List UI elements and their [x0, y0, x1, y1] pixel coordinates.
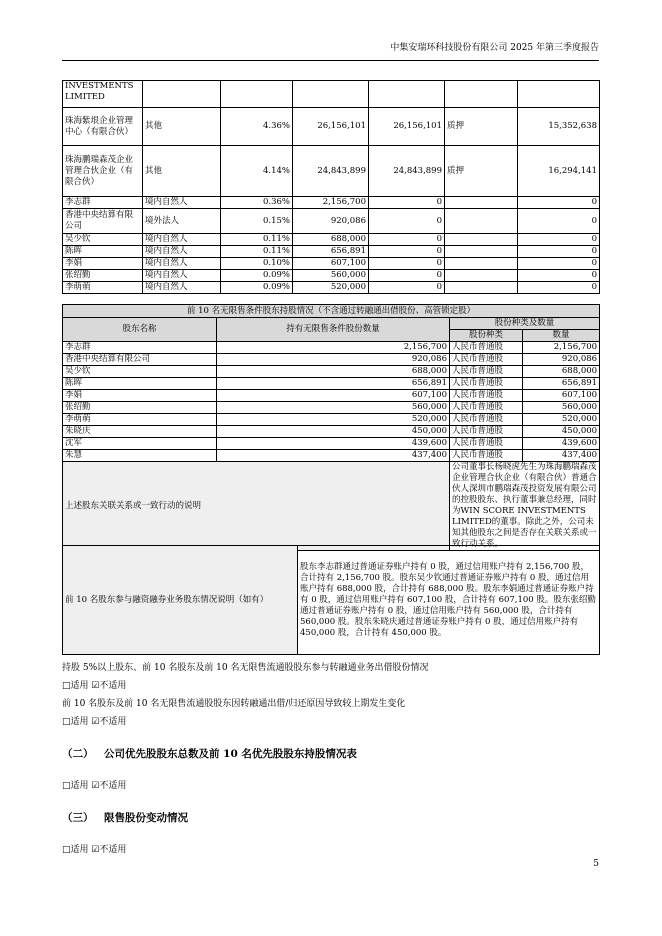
share-type: 人民币普通股 — [450, 354, 523, 366]
holder-name: 李娟 — [63, 258, 143, 270]
table-row — [63, 414, 600, 426]
holder-name: 珠海紫垠企业管理中心（有限合伙） — [63, 108, 143, 146]
unrestricted-qty: 656,891 — [217, 378, 450, 390]
related-parties-label: 上述股东关联关系或一致行动的说明 — [63, 462, 450, 551]
holder-qty: 607,100 — [293, 258, 369, 270]
share-type: 人民币普通股 — [450, 450, 523, 462]
holder-nature: 境内自然人 — [143, 282, 221, 294]
unrestricted-title: 前 10 名无限售条件股东持股情况（不含通过转融通出借股份、高管锁定股） — [63, 305, 600, 318]
holder-pct: 0.09% — [221, 282, 293, 294]
share-amount: 607,100 — [523, 390, 600, 402]
holder-qty — [293, 81, 369, 108]
table-title-row — [63, 305, 600, 318]
holder-pct: 0.36% — [221, 197, 293, 209]
holder-status: 质押 — [445, 146, 518, 197]
holder-name: 李志群 — [63, 342, 217, 354]
holder-qty: 520,000 — [293, 282, 369, 294]
holder-qty: 656,891 — [293, 246, 369, 258]
holder-name: INVESTMENTS LIMITED — [63, 81, 143, 108]
holder-status — [445, 81, 518, 108]
col-holder-name: 股东名称 — [63, 318, 217, 342]
holder-nature: 境外法人 — [143, 209, 221, 234]
holder-count: 0 — [518, 270, 600, 282]
holder-name: 李萌萌 — [63, 414, 217, 426]
holder-nature: 其他 — [143, 108, 221, 146]
holder-name: 吴少钦 — [63, 234, 143, 246]
holder-restricted: 0 — [369, 270, 445, 282]
share-amount: 688,000 — [523, 366, 600, 378]
holder-pct — [221, 81, 293, 108]
section-heading — [62, 810, 188, 825]
table-row — [63, 234, 600, 246]
holder-nature: 境内自然人 — [143, 197, 221, 209]
change-title: 前 10 名股东及前 10 名无限售流通股股东因转融通出借/归还原因导致较上期发生变化 — [62, 699, 406, 709]
holder-name: 沈军 — [63, 438, 217, 450]
unrestricted-qty: 439,600 — [217, 438, 450, 450]
holder-count — [518, 81, 600, 108]
holder-name: 吴少钦 — [63, 366, 217, 378]
unrestricted-qty: 607,100 — [217, 390, 450, 402]
holder-nature — [143, 81, 221, 108]
holder-restricted: 0 — [369, 282, 445, 294]
holder-name: 张绍勤 — [63, 402, 217, 414]
table-row — [63, 426, 600, 438]
holder-restricted: 24,843,899 — [369, 146, 445, 197]
holder-name: 李娟 — [63, 390, 217, 402]
holder-name: 香港中央结算有限公司 — [63, 209, 143, 234]
holder-restricted: 0 — [369, 234, 445, 246]
share-amount: 439,600 — [523, 438, 600, 450]
holder-count: 0 — [518, 246, 600, 258]
share-type: 人民币普通股 — [450, 366, 523, 378]
holder-nature: 境内自然人 — [143, 270, 221, 282]
holder-nature: 境内自然人 — [143, 258, 221, 270]
table-header-row — [63, 318, 600, 330]
share-amount: 920,086 — [523, 354, 600, 366]
page-number: 5 — [593, 859, 599, 869]
share-type: 人民币普通股 — [450, 438, 523, 450]
share-amount: 437,400 — [523, 450, 600, 462]
table-row — [63, 246, 600, 258]
col-share-type: 股份种类 — [450, 330, 523, 342]
holder-count: 0 — [518, 258, 600, 270]
holder-name: 香港中央结算有限公司 — [63, 354, 217, 366]
holder-count: 0 — [518, 234, 600, 246]
table-row — [63, 197, 600, 209]
share-type: 人民币普通股 — [450, 426, 523, 438]
table-row — [63, 282, 600, 294]
table-row — [63, 209, 600, 234]
unrestricted-qty: 560,000 — [217, 402, 450, 414]
holder-restricted: 0 — [369, 246, 445, 258]
holder-pct: 0.11% — [221, 246, 293, 258]
table-row — [63, 146, 600, 197]
holder-name: 朱慧 — [63, 450, 217, 462]
table-row — [63, 108, 600, 146]
col-share-amount: 数量 — [523, 330, 600, 342]
section-option: □适用 ☑不适用 — [62, 845, 127, 855]
section-option: □适用 ☑不适用 — [62, 781, 127, 791]
holder-pct: 4.14% — [221, 146, 293, 197]
holder-restricted: 26,156,101 — [369, 108, 445, 146]
holder-pct: 0.15% — [221, 209, 293, 234]
holder-count: 0 — [518, 209, 600, 234]
holder-status — [445, 270, 518, 282]
holder-name: 张绍勤 — [63, 270, 143, 282]
holder-name: 李萌萌 — [63, 282, 143, 294]
related-parties-text: 公司董事长杨晓虎先生为珠海鹏瑞森茂企业管理合伙企业（有限合伙）普通合伙人深圳市鹏瑞森茂投资发展有限公司的控股股东、执行董事兼总经理，同时为WIN SCORE INVESTMENTS LIMITED的董事。除此之外，公司未知其他股东之间是否存在关联关系或一致行动关系。 — [450, 462, 600, 551]
holder-nature: 境内自然人 — [143, 246, 221, 258]
holder-restricted — [369, 81, 445, 108]
unrestricted-holders-table — [62, 304, 600, 551]
holder-pct: 0.11% — [221, 234, 293, 246]
table-row — [63, 438, 600, 450]
table-row — [63, 342, 600, 354]
share-amount: 656,891 — [523, 378, 600, 390]
holder-count: 16,294,141 — [518, 146, 600, 197]
holder-pct: 0.10% — [221, 258, 293, 270]
holder-qty: 24,843,899 — [293, 146, 369, 197]
unrestricted-qty: 2,156,700 — [217, 342, 450, 354]
margin-trading-label: 前 10 名股东参与融资融券业务股东情况说明（如有） — [63, 546, 298, 655]
holder-restricted: 0 — [369, 209, 445, 234]
top10-holders-table — [62, 80, 600, 294]
unrestricted-qty: 450,000 — [217, 426, 450, 438]
holder-qty: 688,000 — [293, 234, 369, 246]
share-type: 人民币普通股 — [450, 378, 523, 390]
holder-restricted: 0 — [369, 197, 445, 209]
unrestricted-qty: 688,000 — [217, 366, 450, 378]
holder-name: 朱晓庆 — [63, 426, 217, 438]
holder-name: 珠海鹏瑞森茂企业管理合伙企业（有限合伙） — [63, 146, 143, 197]
section-title: 限售股份变动情况 — [104, 812, 188, 824]
holder-qty: 920,086 — [293, 209, 369, 234]
holder-restricted: 0 — [369, 258, 445, 270]
section-number: （二） — [62, 748, 94, 760]
holder-qty: 560,000 — [293, 270, 369, 282]
table-row — [63, 366, 600, 378]
share-amount: 520,000 — [523, 414, 600, 426]
share-amount: 450,000 — [523, 426, 600, 438]
change-option: □适用 ☑不适用 — [62, 717, 127, 727]
col-unrestricted-qty: 持有无限售条件股份数量 — [217, 318, 450, 342]
margin-trading-row — [63, 546, 600, 655]
share-type: 人民币普通股 — [450, 414, 523, 426]
share-type: 人民币普通股 — [450, 402, 523, 414]
holder-count: 15,352,638 — [518, 108, 600, 146]
header-divider — [62, 60, 599, 61]
holder-status: 质押 — [445, 108, 518, 146]
holder-qty: 26,156,101 — [293, 108, 369, 146]
holder-pct: 4.36% — [221, 108, 293, 146]
share-type: 人民币普通股 — [450, 390, 523, 402]
share-amount: 560,000 — [523, 402, 600, 414]
holder-status — [445, 234, 518, 246]
holder-count: 0 — [518, 282, 600, 294]
table-row — [63, 270, 600, 282]
table-row — [63, 450, 600, 462]
share-amount: 2,156,700 — [523, 342, 600, 354]
holder-name: 陈晖 — [63, 378, 217, 390]
holder-status — [445, 258, 518, 270]
share-type: 人民币普通股 — [450, 342, 523, 354]
col-share-type-group: 股份种类及数量 — [450, 318, 600, 330]
margin-trading-table — [62, 545, 600, 655]
table-row — [63, 378, 600, 390]
holder-status — [445, 246, 518, 258]
table-row — [63, 354, 600, 366]
table-row — [63, 390, 600, 402]
section-heading — [62, 746, 357, 761]
holder-nature: 境内自然人 — [143, 234, 221, 246]
holder-qty: 2,156,700 — [293, 197, 369, 209]
holder-status — [445, 197, 518, 209]
unrestricted-qty: 520,000 — [217, 414, 450, 426]
holder-nature: 其他 — [143, 146, 221, 197]
holder-status — [445, 209, 518, 234]
report-header: 中集安瑞环科技股份有限公司 2025 年第三季度报告 — [390, 43, 599, 53]
holder-pct: 0.09% — [221, 270, 293, 282]
section-title: 公司优先股股东总数及前 10 名优先股股东持股情况表 — [104, 748, 357, 760]
holder-count: 0 — [518, 197, 600, 209]
holder-name: 李志群 — [63, 197, 143, 209]
unrestricted-qty: 920,086 — [217, 354, 450, 366]
related-parties-row — [63, 462, 600, 551]
lending-title: 持股 5%以上股东、前 10 名股东及前 10 名无限售流通股股东参与转融通业务出借股份情况 — [62, 663, 429, 673]
holder-name: 陈晖 — [63, 246, 143, 258]
table-row — [63, 81, 600, 108]
lending-option: □适用 ☑不适用 — [62, 681, 127, 691]
margin-trading-text: 股东李志群通过普通证券账户持有 0 股，通过信用账户持有 2,156,700 股，合计持有 2,156,700 股。股东吴少钦通过普通证券账户持有 0 股，通过信用账户持有 688,000 股，合计持有 688,000 股。股东李娟通过普通证券账户持有 0 股，通过信用账户持有 607,100 股，合计持有 607,100 股。股东张绍勤通过普通证券账户持有 0 股，通过信用账户持有 560,000 股，合计持有 560,000 股。股东朱晓庆通过普通证券账户持有 0 股，通过信用账户持有 450,000 股，合计持有 450,000 股。 — [298, 546, 600, 655]
holder-status — [445, 282, 518, 294]
unrestricted-qty: 437,400 — [217, 450, 450, 462]
table-row — [63, 258, 600, 270]
section-number: （三） — [62, 812, 94, 824]
table-row — [63, 402, 600, 414]
